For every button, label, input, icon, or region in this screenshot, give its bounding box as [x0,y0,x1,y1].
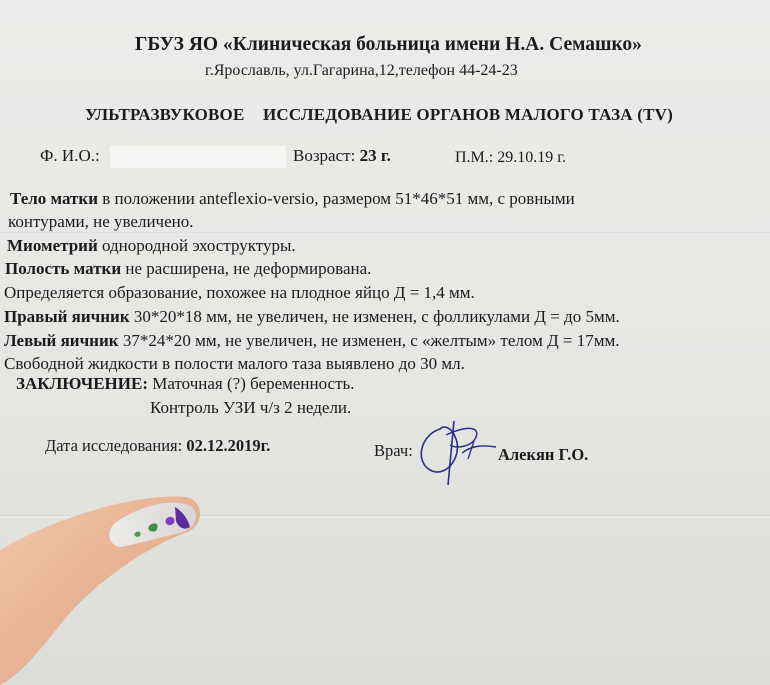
left-ovary-label: Левый яичник [4,331,119,350]
cavity-text: не расширена, не деформирована. [125,259,372,278]
redacted-name [110,146,286,168]
exam-title-part1: УЛЬТРАЗВУКОВОЕ [85,105,245,124]
fluid-line: Свободной жидкости в полости малого таза выявлено до 30 мл. [4,354,465,373]
right-ovary-line [4,307,620,327]
pm-value: 29.10.19 г. [497,149,566,166]
doctor-signature [410,415,505,490]
right-ovary-label: Правый яичник [4,307,130,326]
exam-title [85,105,673,125]
hospital-address: г.Ярославль, ул.Гагарина,12,телефон 44-24-23 [205,62,518,79]
uterus-text: в положении anteflexio-versio, размером 51*46*51 мм, с ровными [102,189,575,208]
finger-photo [0,475,215,685]
conclusion-line [16,374,355,394]
exam-date-row [45,436,270,456]
hospital-title: ГБУЗ ЯО «Клиническая больница имени Н.А. Семашко» [135,34,642,55]
control-line: Контроль УЗИ ч/з 2 недели. [150,398,352,417]
pm-label: П.М.: [455,149,494,166]
formation-line: Определяется образование, похожее на плодное яйцо Д = 1,4 мм. [4,283,475,302]
age-value: 23 г. [359,146,391,165]
myometrium-label: Миометрий [7,236,98,255]
fio-label: Ф. И.О.: [40,146,100,165]
myometrium-text: однородной эхоструктуры. [102,236,296,255]
patient-name-row [40,146,286,168]
cavity-label: Полость матки [5,259,122,278]
doctor-label: Врач: [374,441,413,460]
age-label: Возраст: [293,146,356,165]
exam-date-label: Дата исследования: [45,436,183,455]
doctor-name: Алекян Г.О. [498,445,589,464]
conclusion-text: Маточная (?) беременность. [152,374,355,393]
uterus-line [10,189,575,209]
myometrium-line [7,236,296,256]
left-ovary-text: 37*24*20 мм, не увеличен, не изменен, с «желтым» телом Д = 17мм. [122,331,620,350]
exam-date-value: 02.12.2019г. [186,436,271,455]
uterus-label: Тело матки [10,189,98,208]
cavity-line [5,259,371,279]
uterus-line-2: контурами, не увеличено. [8,212,194,231]
conclusion-label: ЗАКЛЮЧЕНИЕ: [16,374,148,393]
exam-title-part2: ИССЛЕДОВАНИЕ ОРГАНОВ МАЛОГО ТАЗА [262,105,633,124]
age-row [293,146,391,166]
exam-title-part3: (TV) [637,105,673,124]
left-ovary-line [4,331,620,351]
right-ovary-text: 30*20*18 мм, не увеличен, не изменен, с фолликулами Д = до 5мм. [133,307,620,326]
last-period-row [455,149,566,167]
